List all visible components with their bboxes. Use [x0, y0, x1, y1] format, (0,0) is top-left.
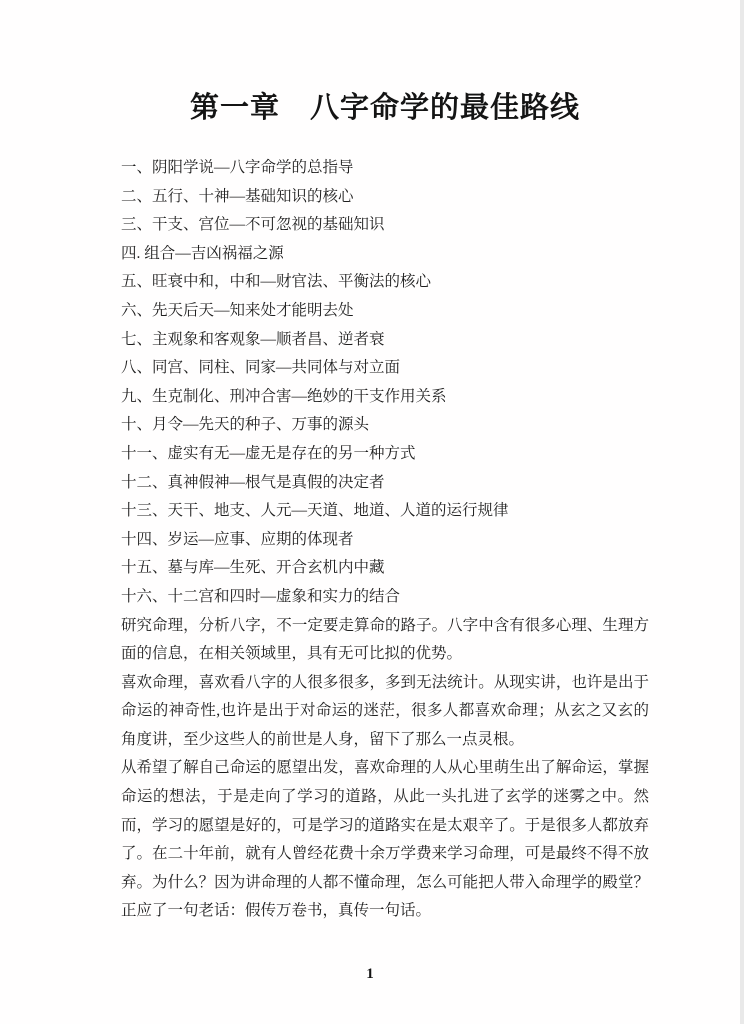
- chapter-topic-list: [121, 154, 649, 612]
- text-column: [0, 86, 744, 926]
- topic-item-4: 四. 组合—吉凶祸福之源: [121, 244, 284, 262]
- topic-item-16: 十六、十二宫和四时—虚象和实力的结合: [121, 587, 401, 605]
- topic-item-2: 二、五行、十神—基础知识的核心: [121, 187, 354, 205]
- page-number: 1: [366, 966, 374, 982]
- topic-item-7: 七、主观象和客观象—顺者昌、逆者衰: [121, 330, 385, 348]
- topic-item-14: 十四、岁运—应事、应期的体现者: [121, 530, 354, 548]
- topic-item-9: 九、生克制化、刑冲合害—绝妙的干支作用关系: [121, 387, 447, 405]
- topic-item-13: 十三、天干、地支、人元—天道、地道、人道的运行规律: [121, 502, 509, 520]
- body-text: [121, 612, 649, 927]
- paragraph-3: 从希望了解自己命运的愿望出发，喜欢命理的人从心里萌生出了解命运，掌握命运的想法，于是走向了学习的道路，从此一头扎进了玄学的迷雾之中。然而，学习的愿望是好的，可是学习的道路实在是太艰辛了。于是很多人都放弃了。在二十年前，就有人曾经花费十余万学费来学习命理，可是最终不得不放弃。为什么？因为讲命理的人都不懂命理，怎么可能把人带入命理学的殿堂？正应了一句老话：假传万卷书，真传一句话。: [121, 759, 649, 920]
- chapter-title: 第一章 八字命学的最佳路线: [189, 92, 580, 124]
- topic-item-8: 八、同宫、同柱、同家—共同体与对立面: [121, 359, 401, 377]
- topic-item-11: 十一、虚实有无—虚无是存在的另一种方式: [121, 444, 416, 462]
- topic-item-10: 十、月令—先天的种子、万事的源头: [121, 416, 370, 434]
- topic-item-6: 六、先天后天—知来处才能明去处: [121, 301, 354, 319]
- topic-item-12: 十二、真神假神—根气是真假的决定者: [121, 473, 385, 491]
- paragraph-1: 研究命理，分析八字，不一定要走算命的路子。八字中含有很多心理、生理方面的信息，在相关领域里，具有无可比拟的优势。: [121, 616, 649, 663]
- topic-item-5: 五、旺衰中和，中和—财官法、平衡法的核心: [121, 273, 432, 291]
- scan-edge-shadow: [740, 0, 744, 1024]
- paragraph-2: 喜欢命理，喜欢看八字的人很多很多，多到无法统计。从现实讲，也许是出于命运的神奇性,也许是出于对命运的迷茫，很多人都喜欢命理；从玄之又玄的角度讲，至少这些人的前世是人身，留下了那么一点灵根。: [121, 673, 649, 748]
- topic-item-1: 一、阴阳学说—八字命学的总指导: [121, 159, 354, 176]
- topic-item-15: 十五、墓与库—生死、开合玄机内中藏: [121, 559, 385, 577]
- topic-item-3: 三、干支、宫位—不可忽视的基础知识: [121, 216, 385, 234]
